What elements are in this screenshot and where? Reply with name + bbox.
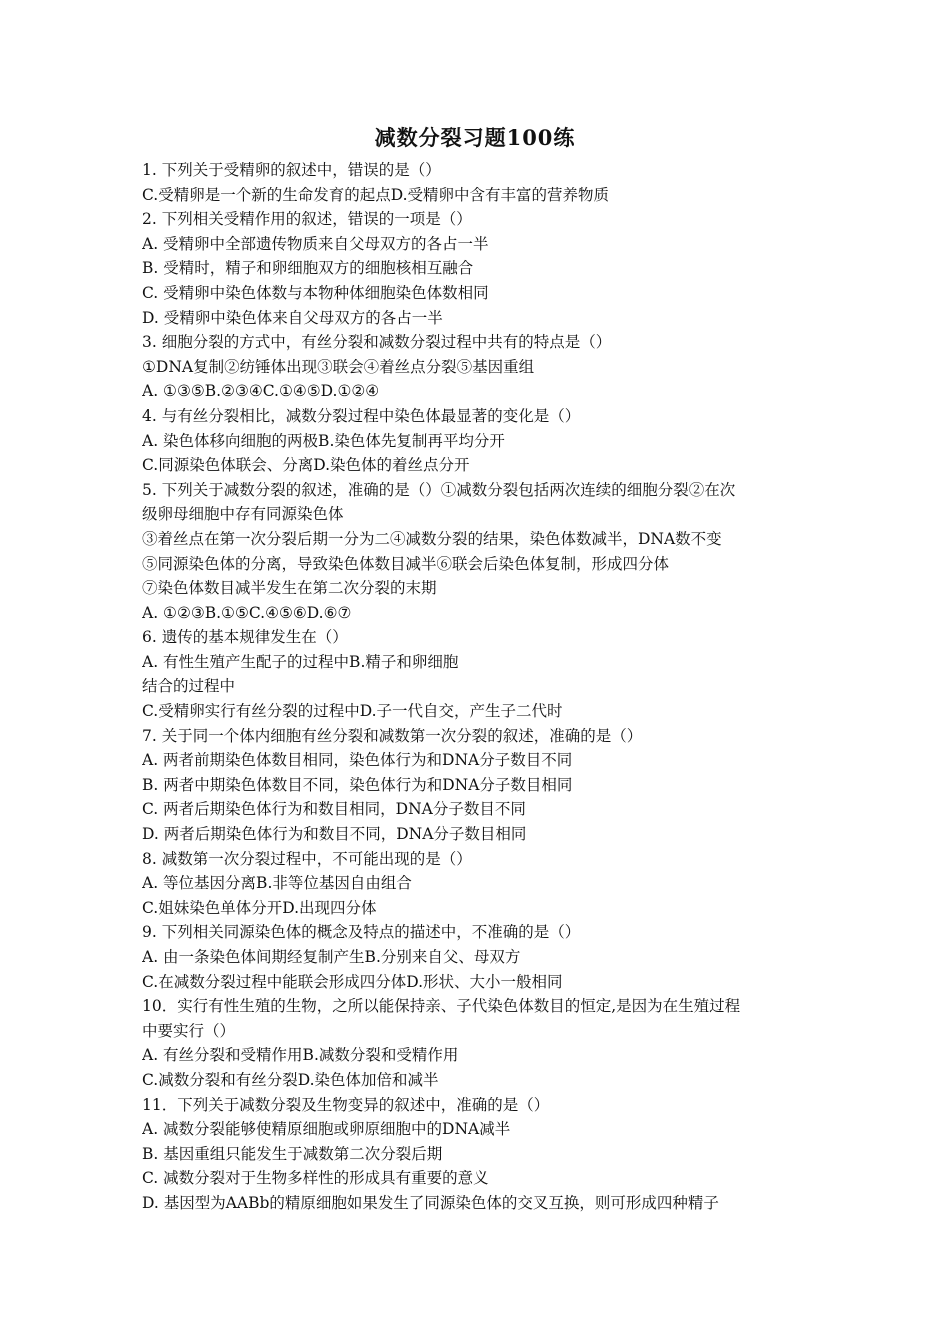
- text-line: C.在减数分裂过程中能联会形成四分体D.形状、大小一般相同: [142, 972, 563, 991]
- text-line: ⑦染色体数目减半发生在第二次分裂的末期: [142, 579, 437, 598]
- text-line: C. 受精卵中染色体数与本物种体细胞染色体数相同: [142, 283, 489, 302]
- text-line: A. 减数分裂能够使精原细胞或卵原细胞中的DNA减半: [142, 1120, 511, 1139]
- text-line: 中要实行（）: [142, 1021, 236, 1040]
- text-line: C.同源染色体联会、分离D.染色体的着丝点分开: [142, 456, 470, 475]
- text-line: 8. 减数第一次分裂过程中，不可能出现的是（）: [142, 849, 472, 868]
- text-line: 11．下列关于减数分裂及生物变异的叙述中，准确的是（）: [142, 1095, 550, 1114]
- text-line: 3. 细胞分裂的方式中，有丝分裂和减数分裂过程中共有的特点是（）: [142, 333, 612, 352]
- text-line: C.减数分裂和有丝分裂D.染色体加倍和减半: [142, 1070, 439, 1089]
- text-line: A. 等位基因分离B.非等位基因自由组合: [142, 874, 412, 893]
- text-line: A. 有丝分裂和受精作用B.减数分裂和受精作用: [142, 1046, 459, 1065]
- text-line: D. 受精卵中染色体来自父母双方的各占一半: [142, 308, 443, 327]
- text-line: A. 染色体移向细胞的两极B.染色体先复制再平均分开: [142, 431, 505, 450]
- text-line: A. ①②③B.①⑤C.④⑤⑥D.⑥⑦: [142, 603, 352, 622]
- page-title: 减数分裂习题100练: [374, 125, 576, 150]
- text-line: 结合的过程中: [142, 677, 236, 696]
- text-line: ⑤同源染色体的分离，导致染色体数目减半⑥联会后染色体复制，形成四分体: [142, 554, 670, 573]
- text-line: A. 有性生殖产生配子的过程中B.精子和卵细胞: [142, 652, 459, 671]
- text-line: D. 两者后期染色体行为和数目不同，DNA分子数目相同: [142, 825, 527, 844]
- text-line: C.姐妹染色单体分开D.出现四分体: [142, 898, 377, 917]
- text-line: 10．实行有性生殖的生物，之所以能保持亲、子代染色体数目的恒定,是因为在生殖过程: [142, 997, 741, 1016]
- text-line: 级卵母细胞中存有同源染色体: [142, 505, 344, 524]
- text-line: A. 由一条染色体间期经复制产生B.分别来自父、母双方: [142, 948, 521, 966]
- text-line: C. 减数分裂对于生物多样性的形成具有重要的意义: [142, 1169, 489, 1188]
- text-line: A. 两者前期染色体数目相同，染色体行为和DNA分子数目不同: [142, 751, 573, 770]
- text-line: C.受精卵是一个新的生命发育的起点D.受精卵中含有丰富的营养物质: [142, 185, 610, 204]
- text-line: 7. 关于同一个体内细胞有丝分裂和减数第一次分裂的叙述，准确的是（）: [142, 726, 643, 745]
- text-line: D. 基因型为AABb的精原细胞如果发生了同源染色体的交叉互换，则可形成四种精子: [142, 1193, 719, 1212]
- text-line: ①DNA复制②纺锤体出现③联会④着丝点分裂⑤基因重组: [142, 357, 535, 376]
- text-line: C.受精卵实行有丝分裂的过程中D.子一代自交，产生子二代时: [142, 702, 563, 721]
- text-line: 1. 下列关于受精卵的叙述中，错误的是（）: [142, 161, 441, 179]
- text-line: B. 受精时，精子和卵细胞双方的细胞核相互融合: [142, 259, 474, 278]
- text-line: B. 基因重组只能发生于减数第二次分裂后期: [142, 1144, 443, 1163]
- text-line: 4. 与有丝分裂相比，减数分裂过程中染色体最显著的变化是（）: [142, 406, 581, 425]
- text-line: 5. 下列关于减数分裂的叙述，准确的是（）①减数分裂包括两次连续的细胞分裂②在次: [142, 480, 736, 499]
- text-line: C. 两者后期染色体行为和数目相同，DNA分子数目不同: [142, 800, 526, 819]
- text-line: 6. 遗传的基本规律发生在（）: [142, 628, 348, 647]
- text-line: A. 受精卵中全部遗传物质来自父母双方的各占一半: [142, 234, 489, 253]
- text-line: ③着丝点在第一次分裂后期一分为二④减数分裂的结果，染色体数减半，DNA数不变: [142, 529, 722, 548]
- text-line: 2. 下列相关受精作用的叙述，错误的一项是（）: [142, 210, 472, 229]
- text-line: B. 两者中期染色体数目不同，染色体行为和DNA分子数目相同: [142, 775, 573, 794]
- text-line: 9. 下列相关同源染色体的概念及特点的描述中，不准确的是（）: [142, 923, 581, 942]
- question-list: [142, 158, 807, 1216]
- text-line: A. ①③⑤B.②③④C.①④⑤D.①②④: [142, 382, 380, 401]
